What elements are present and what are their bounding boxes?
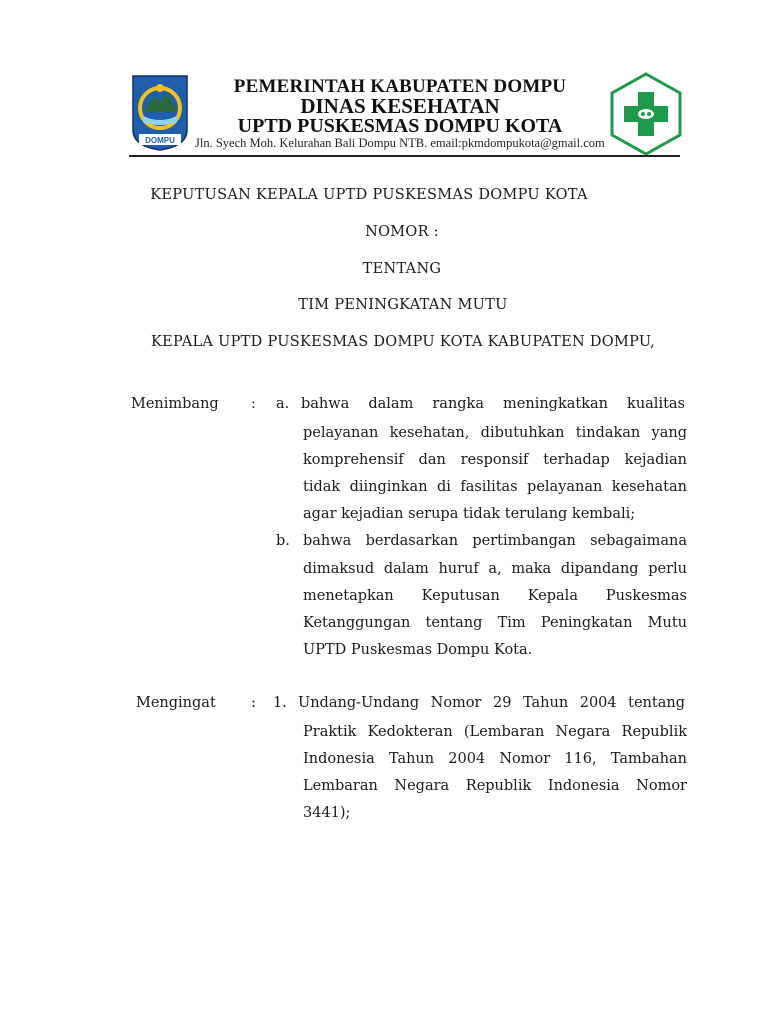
menimbang-label: Menimbang — [131, 396, 219, 412]
decree-title: KEPUTUSAN KEPALA UPTD PUSKESMAS DOMPU KOTA — [150, 187, 588, 203]
mengingat-item-1-marker: 1. — [273, 695, 287, 711]
letterhead-address: Jln. Syech Moh. Kelurahan Bali Dompu NTB. email:pkmdompukota@gmail.com — [195, 136, 605, 150]
decree-issuer: KEPALA UPTD PUSKESMAS DOMPU KOTA KABUPATEN DOMPU, — [150, 334, 656, 350]
menimbang-item-b-text: dimaksud dalam huruf a, maka dipandang perlu menetapkan Keputusan Kepala Puskesmas Ketanggungan tentang Tim Peningkatan Mutu UPTD Puskesmas Dompu Kota. — [303, 561, 687, 658]
decree-number: NOMOR : — [365, 224, 439, 240]
menimbang-item-a-text: pelayanan kesehatan, dibutuhkan tindakan yang komprehensif dan responsif terhadap kejadian tidak diinginkan di fasilitas pelayanan kesehatan agar kejadian serupa tidak terulang kembali; — [303, 425, 687, 522]
menimbang-item-a-first-line: bahwa dalam rangka meningkatkan kualitas — [301, 396, 685, 412]
decree-about-label: TENTANG — [362, 261, 442, 277]
svg-text:DOMPU: DOMPU — [145, 136, 175, 145]
kabupaten-dompu-emblem-icon — [129, 72, 191, 152]
decree-subject: TIM PENINGKATAN MUTU — [298, 297, 508, 313]
letterhead-government: PEMERINTAH KABUPATEN DOMPU — [233, 76, 567, 97]
puskesmas-logo-icon — [608, 72, 684, 156]
mengingat-label: Mengingat — [136, 695, 216, 711]
letterhead-divider — [129, 155, 680, 157]
mengingat-item-1-text: Praktik Kedokteran (Lembaran Negara Republik Indonesia Tahun 2004 Nomor 116, Tambahan Lembaran Negara Republik Indonesia Nomor 3441); — [303, 724, 687, 821]
menimbang-item-b-marker: b. — [276, 533, 290, 549]
mengingat-colon: : — [251, 695, 256, 711]
letterhead-department: DINAS KESEHATAN — [300, 94, 500, 118]
menimbang-item-b-first-line: bahwa berdasarkan pertimbangan sebagaimana — [303, 533, 687, 549]
letterhead-unit: UPTD PUSKESMAS DOMPU KOTA — [237, 115, 563, 137]
menimbang-item-a-marker: a. — [276, 396, 290, 412]
menimbang-colon: : — [251, 396, 256, 412]
mengingat-item-1-first-line: Undang-Undang Nomor 29 Tahun 2004 tentang — [298, 695, 685, 711]
